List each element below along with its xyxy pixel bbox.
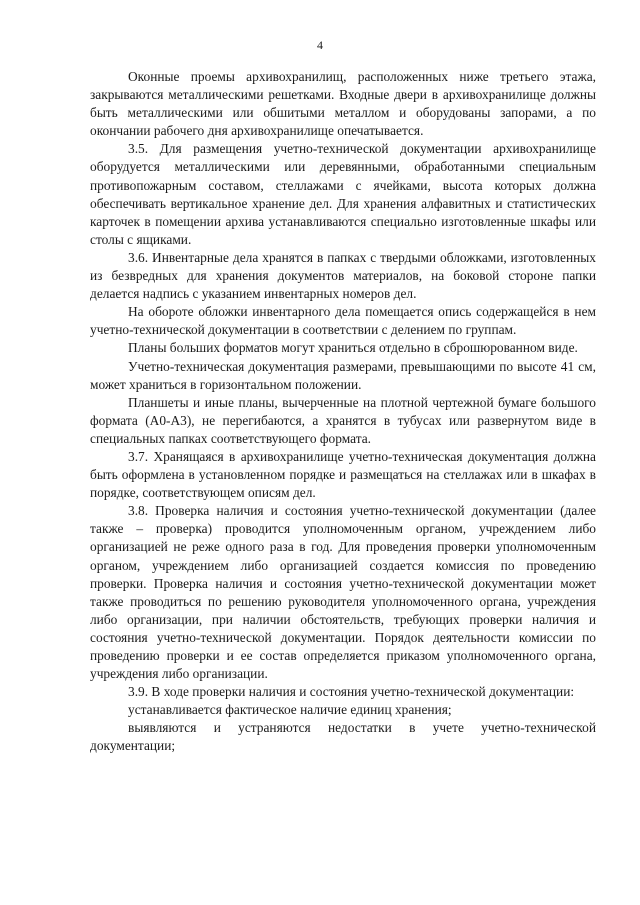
paragraph-3-7: 3.7. Хранящаяся в архивохранилище учетно-техническая документация должна быть оформлена в установленном порядке и размещаться на стеллажах или в шкафах в порядке, соответствующем описям дел. [90, 448, 596, 501]
list-item-actual-presence: устанавливается фактическое наличие единиц хранения; [128, 702, 452, 718]
paragraph-3-5: 3.5. Для размещения учетно-технической документации архивохранилище оборудуется металлическими или деревянными, обработанными специальным противопожарным составом, стеллажами с ячейками, высота которых должна обеспечивать вертикальное хранение дел. Для хранения алфавитных и статистических карточек в помещении архива устанавливаются специально изготовленные шкафы или столы с ящиками. [90, 141, 596, 247]
paragraph-windows-doors: Оконные проемы архивохранилищ, расположенных ниже третьего этажа, закрываются металлическими решетками. Входные двери в архивохранилище должны быть металлическими или обшитыми металлом и оборудованы запорами, а по окончании рабочего дня архивохранилище опечатывается. [90, 69, 596, 139]
document-body [90, 68, 596, 756]
paragraph-cover-inventory: На обороте обложки инвентарного дела помещается опись содержащейся в нем учетно-технической документации в соответствии с делением по группам. [90, 304, 596, 338]
page-number: 4 [317, 38, 323, 52]
paragraph-tablets: Планшеты и иные планы, вычерченные на плотной чертежной бумаге большого формата (А0-А3), не перегибаются, а хранятся в тубусах или развернутом виде в специальных папках соответствующего формата. [90, 394, 596, 446]
paragraph-3-9: 3.9. В ходе проверки наличия и состояния учетно-технической документации: [128, 684, 575, 700]
list-item-deficiencies: выявляются и устраняются недостатки в учете учетно-технической документации; [90, 720, 596, 754]
paragraph-horizontal-storage: Учетно-техническая документация размерами, превышающими по высоте 41 см, может храниться в горизонтальном положении. [90, 358, 596, 392]
paragraph-3-8: 3.8. Проверка наличия и состояния учетно-технической документации (далее также – проверка) проводится уполномоченным органом, учреждением либо организацией не реже одного раза в год. Для проведения проверки уполномоченным органом, учреждением либо организацией создается комиссия по проведению проверки. Проверка наличия и состояния учетно-технической документации может также проводиться по решению руководителя уполномоченного органа, учреждения либо организации, при наличии обстоятельств, требующих проверки наличия и состояния учетно-технической документации. Порядок деятельности комиссии по проведению проверки и ее состав определяется приказом уполномоченного органа, учреждения либо организации. [90, 503, 596, 682]
paragraph-large-plans: Планы больших форматов могут храниться отдельно в сброшюрованном виде. [128, 340, 578, 356]
paragraph-3-6: 3.6. Инвентарные дела хранятся в папках с твердыми обложками, изготовленных из безвредных для хранения документов материалов, на боковой стороне папки делается надпись с указанием инвентарных номеров дел. [90, 249, 596, 302]
